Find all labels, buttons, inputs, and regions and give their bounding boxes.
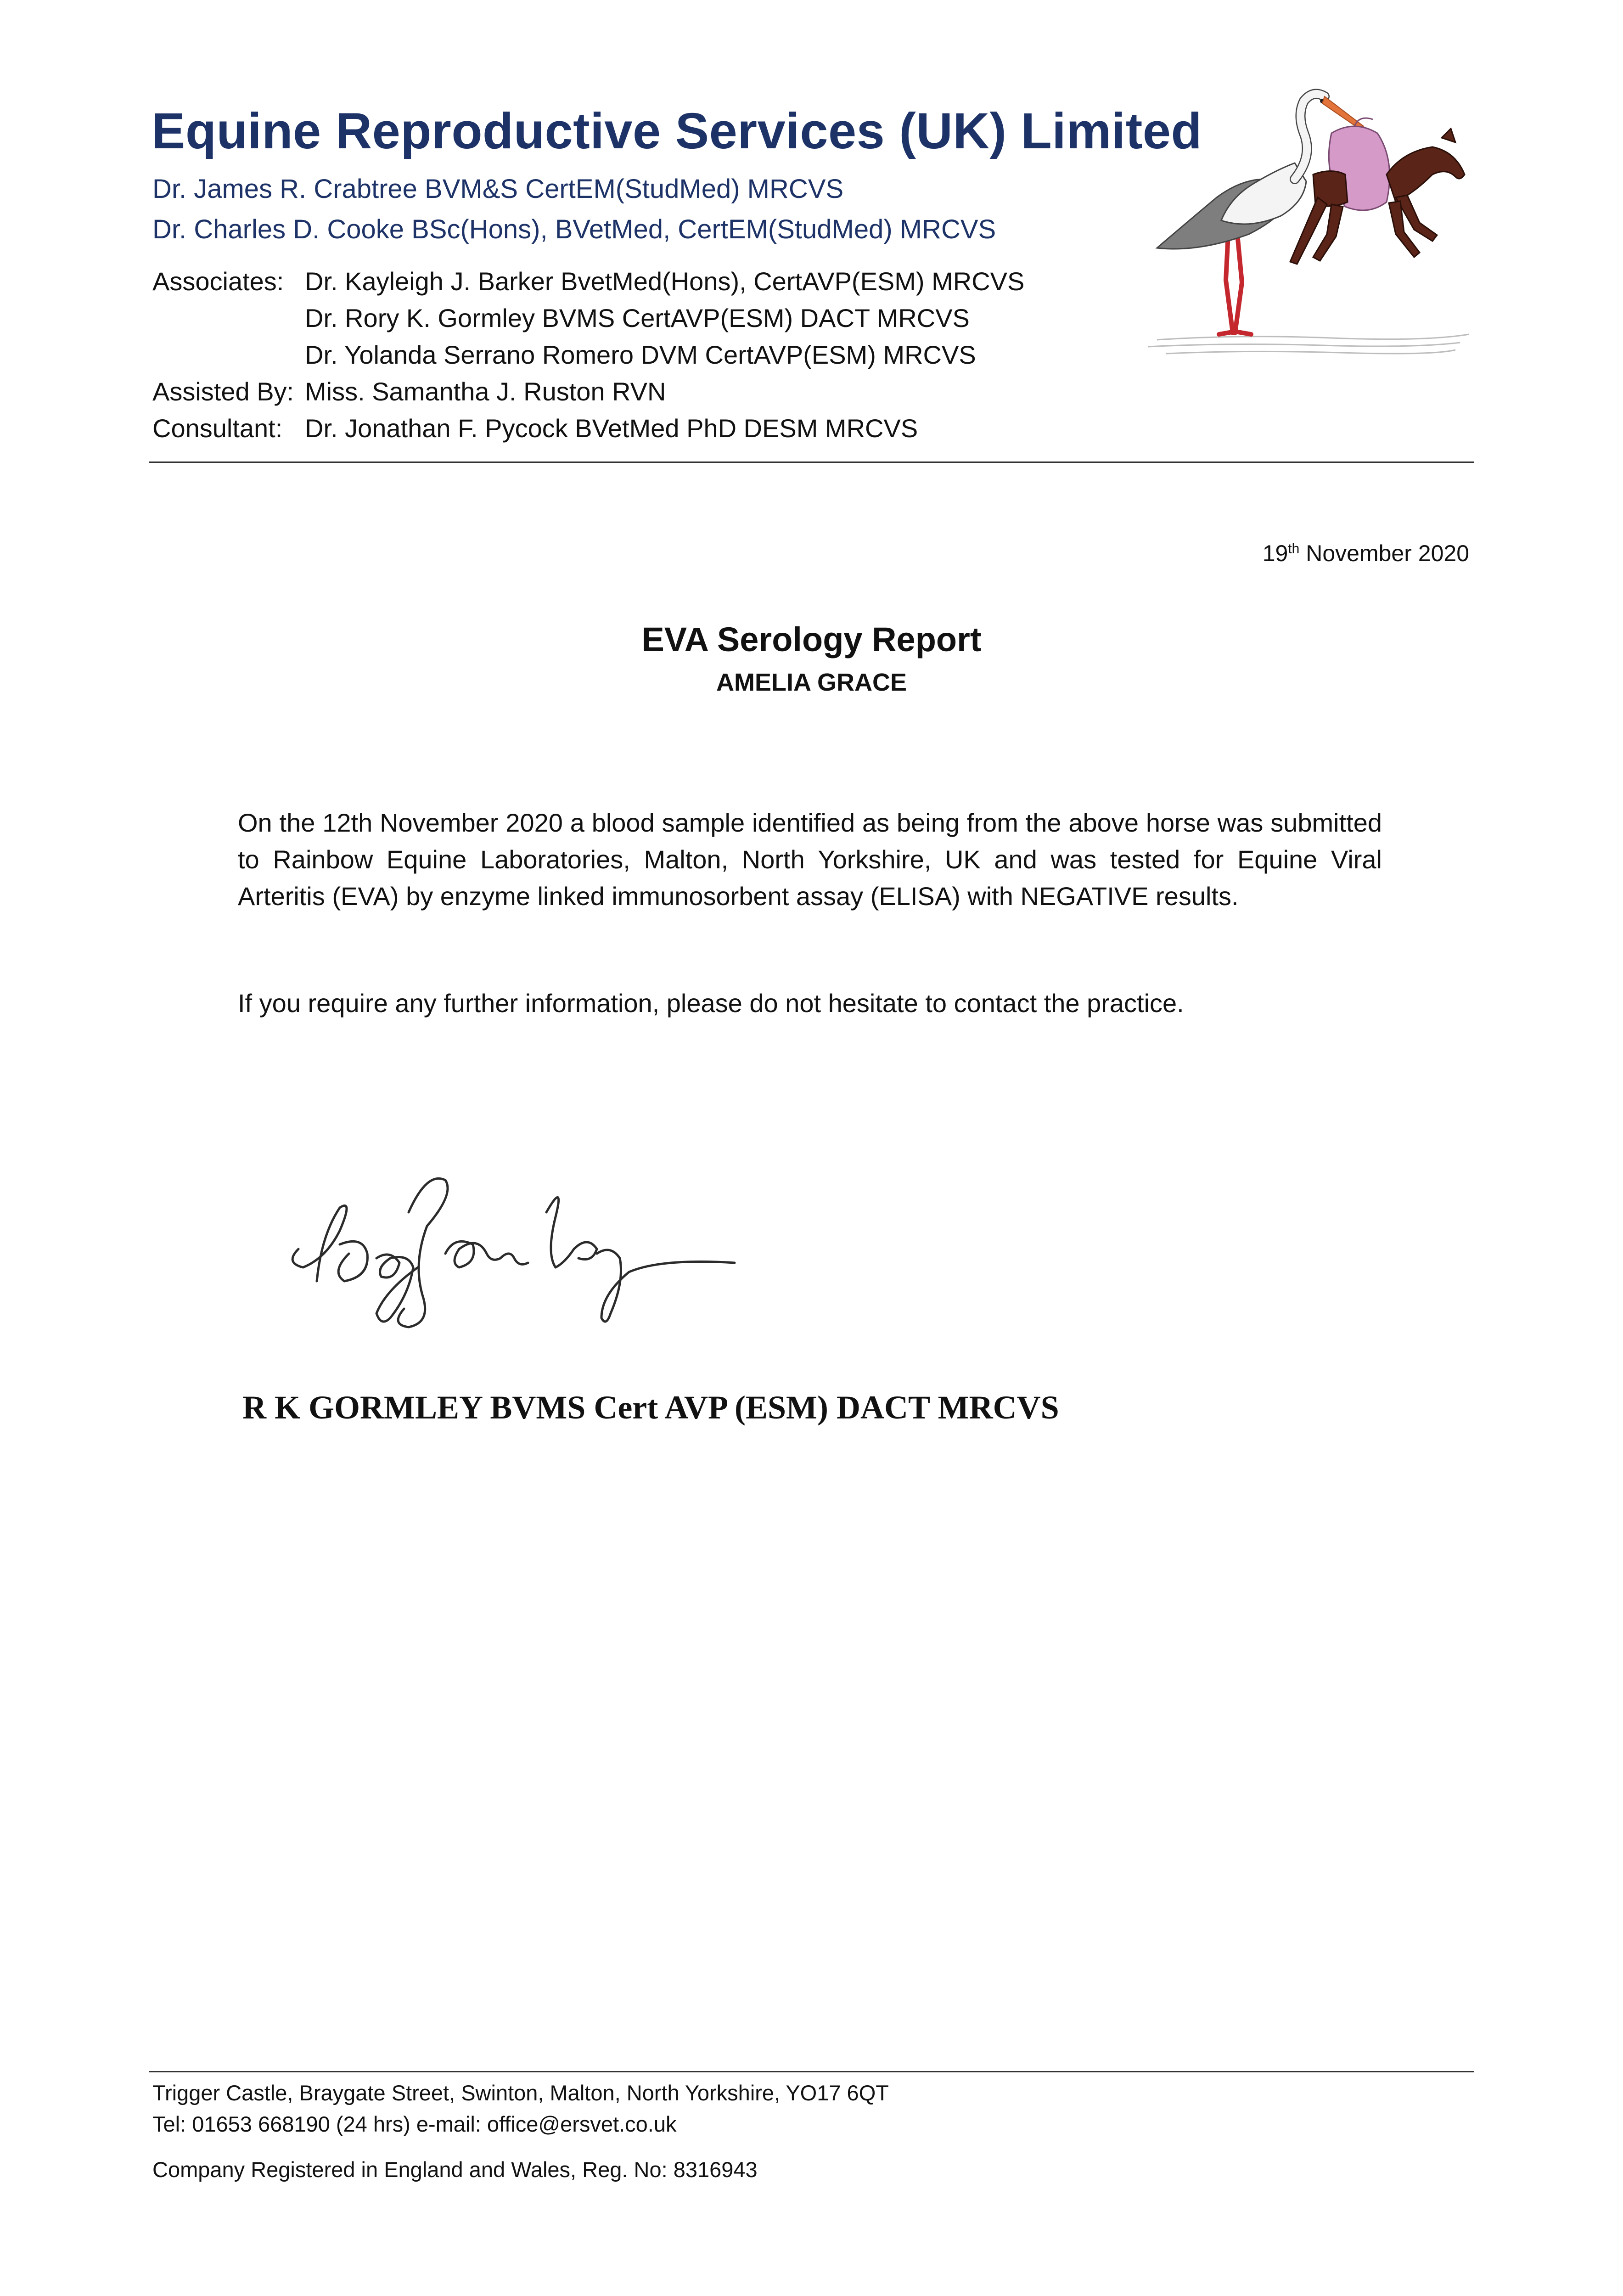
staff-name: Miss. Samantha J. Ruston RVN — [305, 377, 666, 406]
staff-row — [152, 340, 976, 370]
staff-name: Dr. Yolanda Serrano Romero DVM CertAVP(ESM) MRCVS — [305, 340, 976, 369]
stork-beak — [1322, 96, 1364, 129]
staff-row — [152, 303, 970, 333]
staff-label: Associates: — [152, 267, 284, 296]
footer-address: Trigger Castle, Braygate Street, Swinton, Malton, North Yorkshire, YO17 6QT — [152, 2081, 889, 2105]
staff-label: Assisted By: — [152, 377, 294, 406]
staff-name: Dr. Rory K. Gormley BVMS CertAVP(ESM) DACT MRCVS — [305, 304, 970, 332]
horse-name: AMELIA GRACE — [716, 669, 907, 696]
letter-body — [238, 805, 1382, 915]
ground-shadow — [1148, 334, 1469, 354]
footer-divider — [149, 2071, 1474, 2072]
header-divider — [149, 461, 1474, 463]
staff-label: Consultant: — [152, 414, 283, 443]
date-day: 19 — [1262, 540, 1288, 566]
contact-paragraph: If you require any further information, please do not hesitate to contact the practice. — [238, 989, 1184, 1018]
partner-name: Dr. James R. Crabtree BVM&S CertEM(StudMed) MRCVS — [152, 174, 844, 204]
stork-legs — [1219, 234, 1251, 334]
report-title: EVA Serology Report — [641, 620, 982, 658]
company-name: Equine Reproductive Services (UK) Limited — [152, 103, 1202, 159]
footer-registration: Company Registered in England and Wales, Reg. No: 8316943 — [152, 2157, 758, 2182]
letter-date — [1263, 540, 1469, 567]
date-suffix: th — [1288, 541, 1300, 557]
staff-row-assisted-by — [152, 377, 666, 406]
staff-name: Dr. Jonathan F. Pycock BVetMed PhD DESM MRCVS — [305, 414, 918, 443]
result-paragraph: On the 12th November 2020 a blood sample identified as being from the above horse was submitted to Rainbow Equine Laboratories, Malton, North Yorkshire, UK and was tested for Equine Viral Arteritis (EVA) by enzyme linked immunosorbent assay (ELISA) with NEGATIVE results. — [238, 808, 1382, 911]
staff-row-associates — [152, 266, 1024, 296]
stork-carrying-foal-logo-icon — [1139, 83, 1478, 358]
staff-row-consultant — [152, 413, 918, 443]
footer-contact: Tel: 01653 668190 (24 hrs) e-mail: office@ersvet.co.uk — [152, 2112, 677, 2136]
signatory-name: R K GORMLEY BVMS Cert AVP (ESM) DACT MRCVS — [242, 1389, 1059, 1426]
staff-name: Dr. Kayleigh J. Barker BvetMed(Hons), CertAVP(ESM) MRCVS — [305, 267, 1025, 296]
partner-name: Dr. Charles D. Cooke BSc(Hons), BVetMed, CertEM(StudMed) MRCVS — [152, 214, 996, 244]
date-month-year: November 2020 — [1299, 540, 1469, 566]
handwritten-signature — [271, 1143, 744, 1341]
